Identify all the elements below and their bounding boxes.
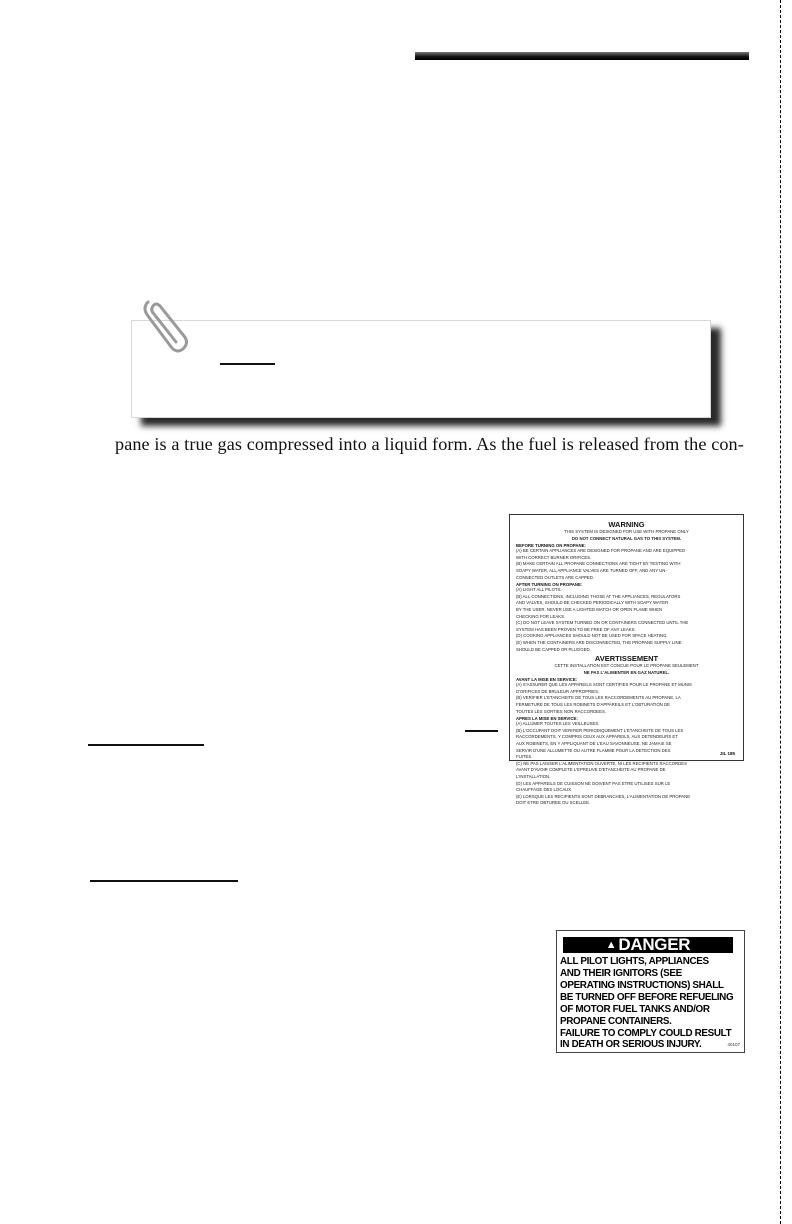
danger-text-line: FAILURE TO COMPLY COULD RESULT xyxy=(560,1028,732,1039)
danger-text-line: OF MOTOR FUEL TANKS AND/OR xyxy=(560,1004,710,1015)
warning-intro-line: DO NOT CONNECT NATURAL GAS TO THIS SYSTEM. xyxy=(571,535,682,541)
warning-text-line: SHOULD BE CAPPED OR PLUGGED. xyxy=(516,646,591,652)
warning-text-line: (A) LIGHT ALL PILOTS. xyxy=(516,587,562,593)
underline-mark xyxy=(465,730,498,732)
warning-text-line-fr: FUITES. xyxy=(516,754,533,760)
warning-section-heading-fr: AVANT LA MISE EN SERVICE: xyxy=(516,677,578,683)
danger-text-line: ALL PILOT LIGHTS, APPLIANCES xyxy=(560,956,709,967)
warning-text-line: WITH CORRECT BURNER ORIFICES. xyxy=(516,554,592,560)
underline-mark xyxy=(88,744,204,746)
warning-title: WARNING xyxy=(608,520,645,529)
warning-section-heading-fr: APRES LA MISE EN SERVICE: xyxy=(516,716,578,722)
danger-label-image xyxy=(556,930,745,1053)
warning-text-line: AND VALVES, SHOULD BE CHECKED PERIODICALLY WITH SOAPY WATER xyxy=(516,600,669,606)
warning-text-line-fr: (A) S'ASSURER QUE LES APPAREILS SONT CERTIFIES POUR LE PROPANE ET MUNIS xyxy=(516,682,692,688)
warning-text-line: CHECKING FOR LEAKS. xyxy=(516,613,566,619)
warning-text-line-fr: D'ORIFICES DE BRULEUR APPROPRIES. xyxy=(516,688,600,694)
cut-line xyxy=(780,0,781,1224)
header-rule xyxy=(415,52,749,60)
warning-intro-line-fr: NE PAS L'ALIMENTER EN GAZ NATUREL. xyxy=(583,669,670,675)
warning-text-line-fr: FERMETURE DE TOUS LES ROBINETS D'APPAREILS ET L'OBTURATION DE xyxy=(516,702,671,708)
warning-text-line-fr: L'INSTALLATION. xyxy=(516,774,551,779)
danger-text-line: BE TURNED OFF BEFORE REFUELING xyxy=(560,992,734,1003)
warning-text-line: (B) MAKE CERTAIN ALL PROPANE CONNECTIONS ARE TIGHT BY TESTING WITH xyxy=(516,561,681,567)
danger-text-line: OPERATING INSTRUCTIONS) SHALL xyxy=(560,980,724,991)
warning-label-code: JIL 185 xyxy=(719,751,735,756)
warning-text-line-fr: (D) LES APPAREILS DE CUISSON NE DOIVENT PAS ETRE UTILISES SUR LE xyxy=(516,780,671,786)
warning-text-line: SYSTEM HAS BEEN PROVEN TO BE FREE OF ANY LEAKS. xyxy=(516,626,636,632)
warning-text-line-fr: DOIT ETRE OBTUREE OU SCELLEE. xyxy=(516,800,591,806)
note-underline xyxy=(220,363,275,365)
warning-text-line-fr: (C) NE PAS LAISSER L'ALIMENTATION OUVERTE, NI LES RECIPIENTS RACCORDES xyxy=(516,760,687,766)
danger-header xyxy=(563,937,733,953)
warning-text-line: (C) DO NOT LEAVE SYSTEM TURNED ON OR CONTAINERS CONNECTED UNTIL THE xyxy=(516,620,689,626)
warning-text-line-fr: AVANT D'AVOIR COMPLETE L'EPREUVE D'ETANCHEITE AU PROPANE DE xyxy=(516,767,666,773)
note-callout-box xyxy=(131,320,711,418)
warning-section-heading: AFTER TURNING ON PROPANE: xyxy=(516,582,583,588)
paperclip-icon xyxy=(138,296,198,356)
warning-title-fr: AVERTISSEMENT xyxy=(594,654,659,664)
warning-text-line: (D) COOKING APPLIANCES SHOULD NOT BE USED FOR SPACE HEATING. xyxy=(516,633,668,639)
warning-text-line: (B) ALL CONNECTIONS, INCLUDING THOSE AT THE APPLIANCES, REGULATORS xyxy=(516,593,681,599)
danger-label-code: 40107 xyxy=(727,1042,740,1047)
warning-text-line: BY THE USER. NEVER USE A LIGHTED MATCH OR OPEN FLAME WHEN xyxy=(516,606,663,612)
danger-text-line: PROPANE CONTAINERS. xyxy=(560,1016,672,1027)
warning-text-line-fr: RACCORDEMENTS, Y COMPRIS CEUX AUX APPAREILS, AUX DETENDEURS ET xyxy=(516,734,678,740)
body-text-line: pane is a true gas compressed into a liquid form. As the fuel is released from the con- xyxy=(115,434,744,454)
warning-text-line-fr: (B) VERIFIER L'ETANCHEITE DE TOUS LES RACCORDEMENTS AU PROPANE, LA xyxy=(516,695,681,701)
warning-intro-line: THIS SYSTEM IS DESIGNED FOR USE WITH PROPANE ONLY xyxy=(564,529,689,534)
warning-text-line-fr: (E) LORSQUE LES RECIPIENTS SONT DEBRANCHES, L'ALIMENTATION DE PROPANE xyxy=(516,793,691,799)
warning-text-line: CONNECTED OUTLETS ARE CAPPED. xyxy=(516,574,595,580)
warning-text-line: SOAPY WATER, ALL APPLIANCE VALVES ARE TURNED OFF, AND ANY UN- xyxy=(516,567,667,573)
warning-intro-line-fr: CETTE INSTALLATION EST CONCUE POUR LE PROPANE SEULEMENT xyxy=(554,663,699,669)
warning-text-line: (A) BE CERTAIN APPLIANCES ARE DESIGNED FOR PROPANE AND ARE EQUIPPED xyxy=(516,548,686,554)
warning-section-heading: BEFORE TURNING ON PROPANE: xyxy=(516,543,586,549)
warning-label-image xyxy=(509,514,744,806)
danger-text-line: AND THEIR IGNITORS (SEE xyxy=(560,968,682,979)
warning-text-line-fr: TOUTES LES SORTIES NON RACCORDEES. xyxy=(516,708,607,714)
warning-triangle-icon: ▲ xyxy=(605,939,617,951)
warning-text-line: (E) WHEN THE CONTAINERS ARE DISCONNECTED, THE PROPANE SUPPLY LINE xyxy=(516,639,682,645)
danger-header-text: DANGER xyxy=(618,935,691,954)
danger-text-line: IN DEATH OR SERIOUS INJURY. xyxy=(560,1039,702,1050)
warning-text-line-fr: SERVIR D'UNE ALLUMETTE OU AUTRE FLAMME POUR LA DETECTION DES xyxy=(516,747,671,753)
warning-text-line-fr: (B) L'OCCUPANT DOIT VERIFIER PERIODIQUEMENT L'ETANCHEITE DE TOUS LES xyxy=(516,727,684,733)
warning-text-line-fr: (A) ALLUMER TOUTES LES VEILLEUSES. xyxy=(516,721,600,727)
underline-mark xyxy=(90,880,238,882)
warning-text-line-fr: CHAUFFAGE DES LOCAUX. xyxy=(516,787,573,793)
warning-text-line-fr: AUX ROBINETS, EN Y APPLIQUANT DE L'EAU SAVONNEUSE. NE JAMAIS SE xyxy=(516,741,672,747)
